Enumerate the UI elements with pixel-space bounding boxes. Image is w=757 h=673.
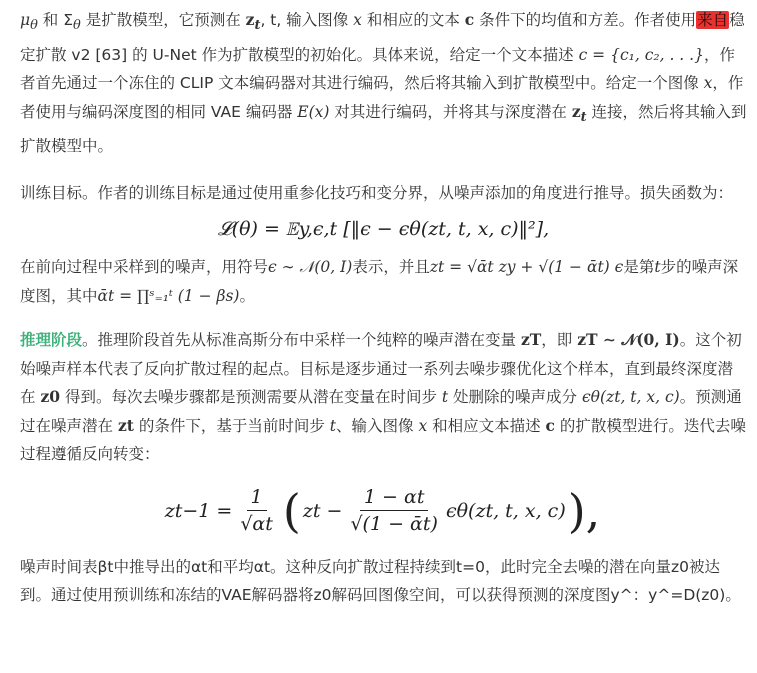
text-run: 对其进行编码，并将其与深度潜在 (329, 102, 572, 121)
text-run: 的扩散模型进行。迭代去噪过程遵循反向转变： (20, 416, 746, 464)
text-run: 是扩散模型，它预测在 (80, 11, 246, 29)
highlighted-text[interactable]: 来自 (697, 11, 729, 29)
math-alpha-bar: ᾱt = ∏ˢ₌₁ᵗ (1 − βs) (97, 286, 240, 305)
equation-loss: 𝓛(θ) = 𝔼y,ϵ,t [‖ϵ − ϵθ(zt, t, x, c)‖²], (217, 218, 550, 241)
math-c: c (545, 415, 555, 435)
text-run: ，作者首先通过一个冻住的 CLIP 文本编码器对其进行编码，然后将其输入到扩散模型中。给定一个图像 (20, 45, 735, 93)
text-run: 在前向过程中采样到的噪声，用符号 (20, 258, 269, 277)
text-run: 和 Σ (37, 11, 74, 29)
math-c: c (464, 10, 475, 29)
text-run: 和相应的文本 (361, 11, 465, 29)
math-epsilon-theta: ϵθ(zt, t, x, c) (581, 388, 680, 407)
math-x: x (353, 11, 362, 29)
eq-mid2: ϵθ(zt, t, x, c) (445, 499, 566, 522)
equation-reverse-step (20, 475, 747, 547)
eq-frac2-den: √(1 − ᾱt) (350, 513, 438, 536)
text-run: 的条件下，基于当前时间步 (133, 416, 330, 435)
math-zt: zt = √ᾱt zy + √(1 − ᾱt) ϵ (429, 258, 624, 277)
eq-lhs: zt−1 = (164, 499, 233, 522)
text-run: ，作者使用与编码深度图的相同 VAE 编码器 (20, 74, 744, 121)
math-epsilon: ϵ ∼ 𝒩(0, I) (268, 258, 353, 277)
eq-fraction-1 (236, 486, 277, 535)
math-t: t (654, 258, 661, 277)
eq-frac2-num: 1 − αt (360, 486, 429, 511)
paragraph-training-objective: 训练目标。作者的训练目标是通过使用重参化技巧和变分界，从噪声添加的角度进行推导。损失函数为： (20, 183, 734, 202)
paragraph-forward-noise (20, 253, 747, 310)
inference-heading: 推理阶段 (20, 331, 83, 350)
math-mu: $\mu_\theta$ (20, 11, 38, 34)
math-text-set: c = {c₁, c₂, . . .} (578, 45, 704, 64)
math-x: x (703, 74, 713, 93)
math-sub: θ (73, 18, 81, 34)
math-zt: zt (117, 415, 134, 435)
text-run: 。预测通过在噪声潜在 (20, 388, 742, 435)
math-zT-dist: zT ∼ 𝒩(0, I) (577, 330, 680, 350)
math-t: t (441, 388, 449, 407)
text-run: 、输入图像 (336, 416, 419, 435)
text-run: 步的噪声深度图，其中 (20, 258, 739, 305)
math-x: x (418, 416, 428, 435)
text-run: ，即 (541, 331, 578, 350)
math-t: t (329, 416, 336, 435)
eq-fraction-2 (346, 486, 442, 535)
eq-mid1: zt − (302, 499, 343, 522)
text-run: 稳定扩散 v2 [63] 的 U-Net 作为扩散模型的初始化。具体来说，给定一个文本描述 (20, 11, 745, 64)
text-run: 连接，然后将其输入到扩散模型中。 (20, 102, 747, 156)
math-z: $z_t$ (571, 101, 587, 125)
text-run: 。 (239, 286, 255, 305)
text-run: 得到。每次去噪步骤都是预测需要从潜在变量在时间步 (60, 388, 442, 407)
eq-frac1-num: 1 (247, 486, 267, 511)
eq-frac1-den: √αt (240, 513, 273, 536)
text-run: 。这个初始噪声样本代表了反向扩散过程的起点。目标是逐步通过一系列去噪步骤优化这个样本，直到最终深度潜在 (20, 331, 742, 407)
paragraph-diffusion-model (20, 6, 747, 161)
text-run: 表示，并且 (352, 258, 430, 277)
math-z0: z0 (40, 387, 61, 407)
text-run: 条件下的均值和方差。作者使用 (474, 11, 697, 29)
math-z: $z_t$ (245, 10, 261, 34)
text-run: 是第 (623, 258, 655, 277)
text-run: 。推理阶段首先从标准高斯分布中采样一个纯粹的噪声潜在变量 (82, 331, 521, 350)
math-encoder: E(x) (297, 102, 330, 121)
text-run: , t, 输入图像 (260, 11, 354, 29)
eq-open-paren: ( (282, 483, 301, 538)
text-run: 和相应文本描述 (427, 416, 546, 435)
paragraph-inference (20, 326, 747, 469)
eq-close-paren: ), (567, 483, 601, 538)
math-zT: zT (520, 330, 542, 350)
paragraph-noise-schedule: 噪声时间表βt中推导出的αt和平均αt。这种反向扩散过程持续到t=0，此时完全去噪的潜在向量z0被达到。通过使用预训练和冻结的VAE解码器将z0解码回图像空间，可以获得预测的深度图y^：y^=D(z0)。 (20, 557, 741, 605)
text-run: 处删除的噪声成分 (448, 388, 582, 407)
